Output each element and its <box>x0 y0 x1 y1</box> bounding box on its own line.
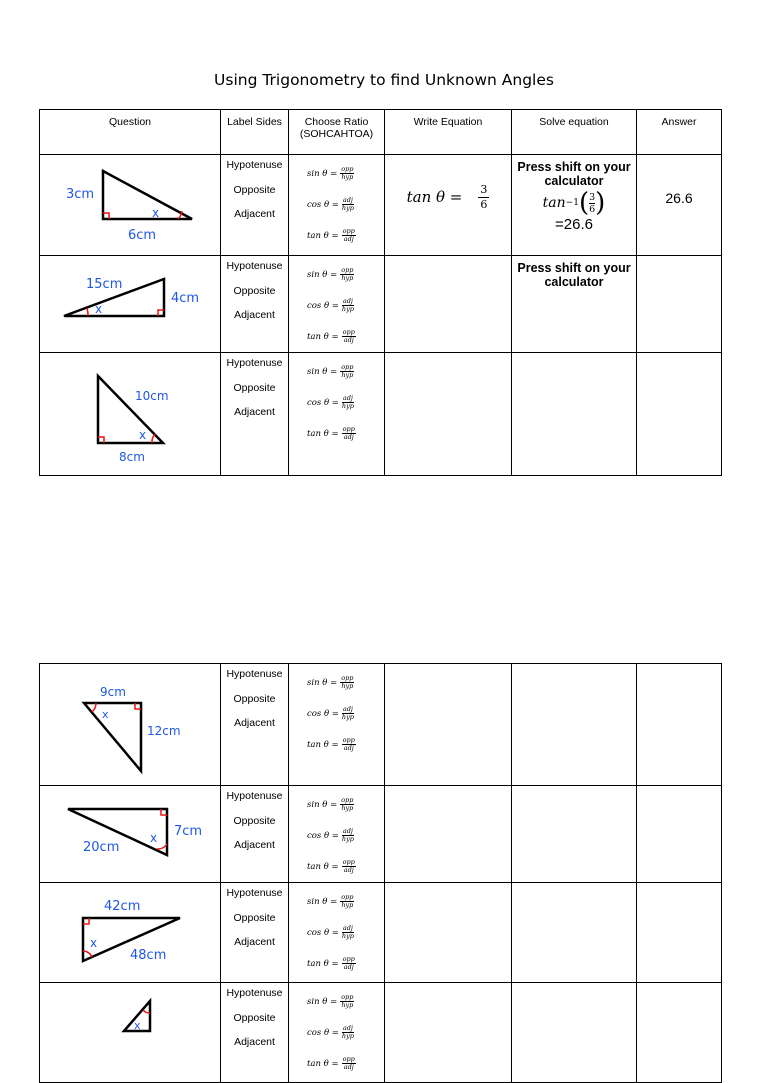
equation-cell <box>385 883 512 983</box>
ratio-fraction <box>340 166 354 181</box>
fraction-num: opp <box>341 893 354 901</box>
ratio-fraction <box>342 859 356 874</box>
side-name: Adjacent <box>234 839 275 851</box>
fraction-den: adj <box>343 433 354 441</box>
ratio-fraction <box>340 994 354 1009</box>
triangle-diagram-6 <box>40 883 221 982</box>
label-sides-cell <box>221 786 289 883</box>
solve-instruction: Press shift on your calculator <box>517 261 631 289</box>
sin-ratio <box>307 986 384 1017</box>
solve-cell <box>512 353 637 476</box>
side-label: 6cm <box>128 228 157 243</box>
fraction-num: adj <box>342 827 353 835</box>
ratio-cell <box>289 664 385 786</box>
fraction-num: adj <box>342 705 353 713</box>
side-name: Hypotenuse <box>226 987 283 999</box>
ratio-cell <box>289 883 385 983</box>
ratio-fraction <box>342 706 354 721</box>
solve-cell <box>512 786 637 883</box>
answer-cell <box>637 664 722 786</box>
header-label-sides: Label Sides <box>221 110 289 155</box>
side-name: Adjacent <box>234 936 275 948</box>
tan-ratio <box>307 220 384 251</box>
fraction-den: hyp <box>341 204 354 212</box>
header-answer: Answer <box>637 110 722 155</box>
sin-ratio <box>307 667 384 698</box>
angle-mark: x <box>102 708 109 721</box>
inverse-exponent: −1 <box>565 198 579 208</box>
ratio-label: tan θ = <box>307 739 339 750</box>
side-name: Opposite <box>233 911 276 924</box>
ratio-fraction <box>342 228 356 243</box>
question-row-5 <box>40 786 722 883</box>
cos-ratio <box>307 387 384 418</box>
ratio-fraction <box>340 675 354 690</box>
answer-cell <box>637 256 722 353</box>
fraction-num: opp <box>342 227 355 235</box>
side-label: 9cm <box>100 685 126 699</box>
side-name: Hypotenuse <box>226 357 283 369</box>
header-write-equation: Write Equation <box>385 110 512 155</box>
ratio-label: tan θ = <box>307 331 339 342</box>
answer-cell <box>637 983 722 1083</box>
ratio-label: sin θ = <box>307 168 338 179</box>
cos-ratio <box>307 917 384 948</box>
ratio-fraction <box>342 329 356 344</box>
ratio-label: cos θ = <box>307 1027 339 1038</box>
fraction-den: adj <box>343 866 354 874</box>
angle-mark: x <box>95 302 103 316</box>
fraction-num: adj <box>342 196 353 204</box>
ratio-label: sin θ = <box>307 269 338 280</box>
ratio-fraction <box>340 267 354 282</box>
fraction-num: opp <box>341 165 354 173</box>
angle-mark: x <box>134 1019 141 1032</box>
side-name: Adjacent <box>234 309 275 321</box>
answer-cell <box>637 353 722 476</box>
question-cell <box>40 256 221 353</box>
label-sides-cell <box>221 664 289 786</box>
side-label: 15cm <box>86 277 123 292</box>
sin-ratio <box>307 158 384 189</box>
fraction-num: adj <box>342 394 353 402</box>
cos-ratio <box>307 820 384 851</box>
header-question: Question <box>40 110 221 155</box>
tan-ratio <box>307 729 384 760</box>
ratio-fraction <box>342 925 354 940</box>
ratio-label: tan θ = <box>307 428 339 439</box>
equation-cell <box>385 256 512 353</box>
solve-cell <box>512 256 637 353</box>
tan-ratio <box>307 851 384 882</box>
left-paren: ( <box>578 188 590 218</box>
fraction-num: adj <box>342 1024 353 1032</box>
worksheet-table-1 <box>39 109 722 476</box>
side-name: Adjacent <box>234 208 275 220</box>
angle-mark: x <box>139 428 147 442</box>
fraction-den: hyp <box>341 682 354 690</box>
fraction-den: adj <box>343 235 354 243</box>
header-row <box>40 110 722 155</box>
side-name: Opposite <box>233 284 276 297</box>
side-label: 12cm <box>147 724 181 738</box>
fraction-den: hyp <box>341 835 354 843</box>
fraction-num: opp <box>341 796 354 804</box>
ratio-fraction <box>342 956 356 971</box>
fraction-num: adj <box>342 924 353 932</box>
ratio-fraction <box>342 1025 354 1040</box>
fraction-num: 3 <box>480 182 488 196</box>
ratio-label: cos θ = <box>307 830 339 841</box>
ratio-cell <box>289 256 385 353</box>
fraction-den: hyp <box>341 901 354 909</box>
triangle-diagram-5 <box>40 786 221 878</box>
label-sides-cell <box>221 983 289 1083</box>
tan-ratio <box>307 418 384 449</box>
side-name: Hypotenuse <box>226 159 283 171</box>
ratio-fraction <box>342 1056 356 1071</box>
label-sides-cell <box>221 155 289 256</box>
cos-ratio <box>307 1017 384 1048</box>
equation-cell <box>385 664 512 786</box>
side-label: 48cm <box>130 948 167 963</box>
page-title: Using Trigonometry to find Unknown Angles <box>214 71 554 89</box>
fraction-num: opp <box>341 266 354 274</box>
solve-cell <box>512 155 637 256</box>
label-sides-cell <box>221 256 289 353</box>
cos-ratio <box>307 698 384 729</box>
angle-mark: x <box>152 206 160 220</box>
fraction-den: adj <box>343 744 354 752</box>
fraction-num: opp <box>341 674 354 682</box>
solve-cell <box>512 883 637 983</box>
question-row-7 <box>40 983 722 1083</box>
tan-ratio <box>307 948 384 979</box>
fraction-den: hyp <box>341 1001 354 1009</box>
worksheet-table-2 <box>39 663 722 1083</box>
fraction-num: opp <box>342 736 355 744</box>
triangle-diagram-3 <box>40 353 221 475</box>
label-sides-cell <box>221 883 289 983</box>
ratio-label: sin θ = <box>307 366 338 377</box>
ratio-label: sin θ = <box>307 799 338 810</box>
side-name: Hypotenuse <box>226 887 283 899</box>
sin-ratio <box>307 886 384 917</box>
header-choose-ratio: Choose Ratio (SOHCAHTOA) <box>289 110 385 155</box>
fraction-den: 6 <box>480 197 488 211</box>
ratio-fraction <box>340 894 354 909</box>
answer-cell: 26.6 <box>637 155 722 256</box>
ratio-fraction <box>342 197 354 212</box>
sin-ratio <box>307 789 384 820</box>
ratio-fraction <box>342 426 356 441</box>
ratio-cell <box>289 786 385 883</box>
side-label: 42cm <box>104 899 141 914</box>
equation <box>385 155 511 239</box>
label-sides-cell <box>221 353 289 476</box>
ratio-label: sin θ = <box>307 677 338 688</box>
side-name: Hypotenuse <box>226 790 283 802</box>
question-row-2 <box>40 256 722 353</box>
fraction-den: adj <box>343 963 354 971</box>
ratio-fraction <box>342 395 354 410</box>
fraction-num: 3 <box>589 191 596 203</box>
fraction-den: hyp <box>341 371 354 379</box>
fraction-den: hyp <box>341 173 354 181</box>
equation-cell <box>385 155 512 256</box>
fraction-den: hyp <box>341 274 354 282</box>
side-name: Adjacent <box>234 717 275 729</box>
cos-ratio <box>307 189 384 220</box>
ratio-label: cos θ = <box>307 927 339 938</box>
ratio-fraction <box>340 364 354 379</box>
sin-ratio <box>307 356 384 387</box>
right-paren: ) <box>595 188 606 218</box>
question-row-3 <box>40 353 722 476</box>
angle-mark: x <box>150 831 158 845</box>
ratio-fraction <box>342 298 354 313</box>
inverse-func: tan <box>542 195 566 211</box>
question-cell <box>40 983 221 1083</box>
question-cell <box>40 353 221 476</box>
header-solve-equation: Solve equation <box>512 110 637 155</box>
fraction-num: opp <box>342 858 355 866</box>
fraction-num: opp <box>342 955 355 963</box>
ratio-label: tan θ = <box>307 861 339 872</box>
solve-cell <box>512 983 637 1083</box>
question-cell <box>40 664 221 786</box>
side-label: 7cm <box>174 824 203 839</box>
question-row-1 <box>40 155 722 256</box>
fraction-den: hyp <box>341 402 354 410</box>
question-cell <box>40 155 221 256</box>
solve-cell <box>512 664 637 786</box>
fraction-num: adj <box>342 297 353 305</box>
fraction-den: hyp <box>341 932 354 940</box>
ratio-fraction <box>342 737 356 752</box>
ratio-cell <box>289 155 385 256</box>
equation-fraction <box>478 183 489 212</box>
fraction-num: opp <box>342 425 355 433</box>
ratio-cell <box>289 983 385 1083</box>
ratio-label: cos θ = <box>307 708 339 719</box>
ratio-label: sin θ = <box>307 896 338 907</box>
fraction-num: opp <box>342 328 355 336</box>
question-row-6 <box>40 883 722 983</box>
side-name: Hypotenuse <box>226 260 283 272</box>
ratio-label: tan θ = <box>307 958 339 969</box>
side-label: 3cm <box>66 187 95 202</box>
ratio-cell <box>289 353 385 476</box>
fraction-den: hyp <box>341 305 354 313</box>
solve-instruction: Press shift on your calculator <box>517 160 631 188</box>
equation-cell <box>385 786 512 883</box>
ratio-fraction <box>342 828 354 843</box>
solve-result: =26.6 <box>555 216 593 233</box>
side-name: Hypotenuse <box>226 668 283 680</box>
fraction-num: opp <box>341 993 354 1001</box>
side-label: 20cm <box>83 840 120 855</box>
fraction-den: adj <box>343 336 354 344</box>
side-name: Opposite <box>233 183 276 196</box>
side-name: Adjacent <box>234 1036 275 1048</box>
side-name: Opposite <box>233 1011 276 1024</box>
side-label: 10cm <box>135 389 169 403</box>
fraction-den: 6 <box>589 203 596 215</box>
question-row-4 <box>40 664 722 786</box>
ratio-label: cos θ = <box>307 199 339 210</box>
question-cell <box>40 786 221 883</box>
answer-cell <box>637 786 722 883</box>
fraction-den: adj <box>343 1063 354 1071</box>
equation-func: tan θ = <box>406 188 463 206</box>
fraction-num: opp <box>342 1055 355 1063</box>
ratio-fraction <box>340 797 354 812</box>
fraction-num: opp <box>341 363 354 371</box>
sin-ratio <box>307 259 384 290</box>
ratio-label: tan θ = <box>307 230 339 241</box>
equation-cell <box>385 353 512 476</box>
tan-ratio <box>307 321 384 352</box>
ratio-label: sin θ = <box>307 996 338 1007</box>
answer-cell <box>637 883 722 983</box>
triangle-diagram-1 <box>40 155 221 255</box>
triangle-diagram-7 <box>40 983 221 1082</box>
side-label: 8cm <box>119 450 145 464</box>
tan-ratio <box>307 1048 384 1079</box>
equation-cell <box>385 983 512 1083</box>
side-label: 4cm <box>171 291 200 306</box>
ratio-label: tan θ = <box>307 1058 339 1069</box>
fraction-den: hyp <box>341 804 354 812</box>
fraction-den: hyp <box>341 1032 354 1040</box>
angle-mark: x <box>90 936 98 950</box>
side-name: Opposite <box>233 692 276 705</box>
side-name: Adjacent <box>234 406 275 418</box>
side-name: Opposite <box>233 381 276 394</box>
fraction-den: hyp <box>341 713 354 721</box>
question-cell <box>40 883 221 983</box>
triangle-diagram-2 <box>40 256 221 347</box>
ratio-label: cos θ = <box>307 300 339 311</box>
inverse-tan-expression <box>512 190 636 216</box>
side-name: Opposite <box>233 814 276 827</box>
ratio-label: cos θ = <box>307 397 339 408</box>
cos-ratio <box>307 290 384 321</box>
triangle-diagram-4 <box>40 664 221 785</box>
